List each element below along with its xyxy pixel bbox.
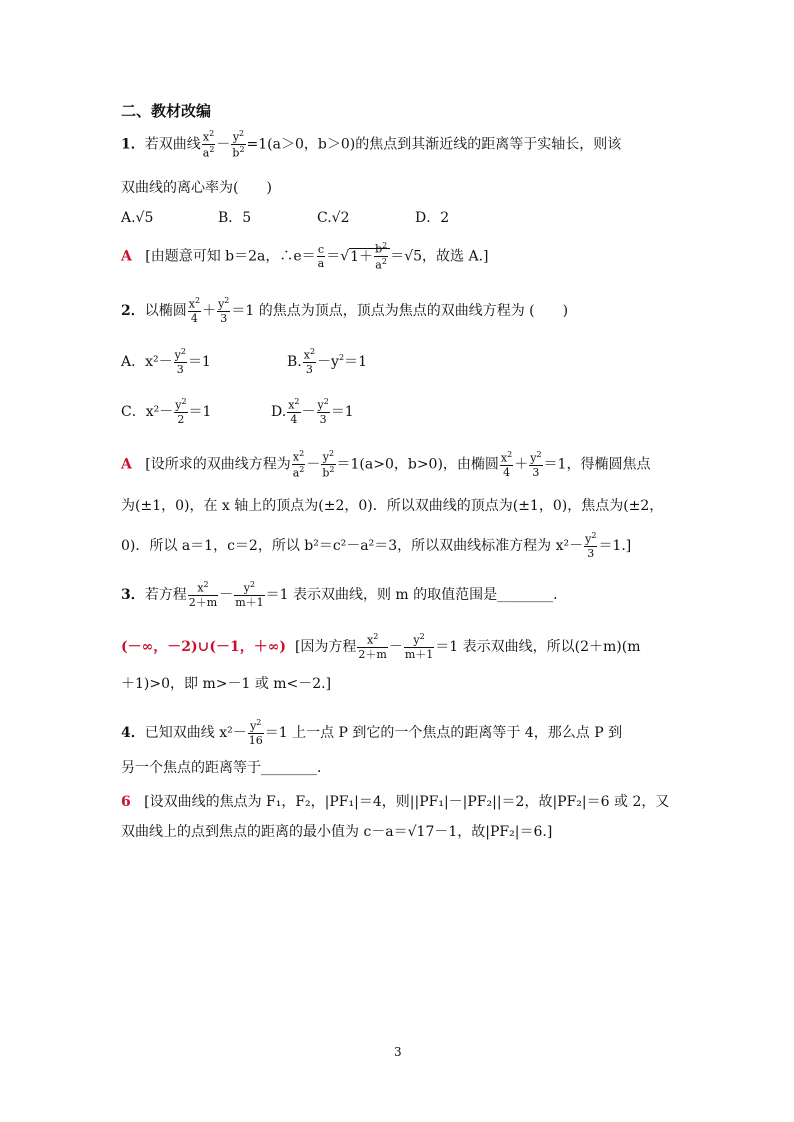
q2-option-b: B. $\frac{x^2}{3}$ $-y^2=1$: [287, 347, 367, 377]
q1-line1: 1．若双曲线 $\frac{x^2}{a^2}$ － $\frac{y^2}{b^2}$ =1(a＞0，b＞0)的焦点到其渐近线的距离等于实轴长，则该: [121, 129, 622, 160]
q4-stem-line1: 4．已知双曲线 x²－ $\frac{y^2}{16}$ ＝1 上一点 P 到它的一个焦点的距离等于 4，那么点 P 到: [121, 718, 623, 748]
fraction: $\frac{x^2}{4}$: [188, 296, 201, 326]
q1-option-d: D．2: [415, 210, 450, 226]
q3-number: 3．: [121, 586, 145, 603]
q1-answer: A: [121, 248, 132, 265]
section-heading: 二、教材改编: [121, 102, 212, 120]
q1-option-c: C.√2: [317, 210, 350, 226]
q1-answer-line: A [由题意可知 b＝2a，∴e＝ $\frac{c}{a}$ ＝√1＋ $\frac{b^2}{a^2}$ ＝√5，故选 A.]: [121, 241, 489, 272]
sqrt-symbol: √1＋ $\frac{b^2}{a^2}$: [340, 242, 390, 271]
page-number: 3: [394, 1045, 402, 1059]
q1-option-b: B．5: [218, 210, 252, 226]
q3-answer: (－∞，－2)∪(－1，＋∞): [121, 638, 287, 655]
q4-number: 4．: [121, 724, 145, 741]
q1-number: 1．: [121, 136, 145, 153]
q1-option-a: A.√5: [121, 210, 154, 226]
q2-option-a: A．x²－ $\frac{y^2}{3}$ ＝1: [121, 347, 211, 377]
q4-analysis-line2: 双曲线上的点到焦点的距离的最小值为 c－a＝√17－1，故|PF₂|＝6.]: [121, 824, 553, 840]
q2-analysis-line3: 0)．所以 a＝1，c＝2，所以 b²＝c²－a²＝3，所以双曲线标准方程为 x²－ $\frac{y^2}{3}$ ＝1.]: [121, 531, 632, 561]
q3-stem: 3．若方程 $\frac{x^2}{2+m}$ － $\frac{y^2}{m+1}$ ＝1 表示双曲线，则 m 的取值范围是________．: [121, 580, 568, 610]
q2-answer: A: [121, 456, 132, 473]
fraction: $\frac{x^2}{a^2}$: [202, 129, 215, 160]
q2-analysis-line1: A [设所求的双曲线方程为 $\frac{x^2}{a^2}$ － $\frac{y^2}{b^2}$ ＝1(a>0，b>0)，由椭圆 $\frac{x^2}{4}$ ＋ $\frac{y^2}{3}$ ＝1，得椭圆焦点: [121, 449, 651, 480]
q3-analysis-line1: (－∞，－2)∪(－1，＋∞) [因为方程 $\frac{x^2}{2+m}$ － $\frac{y^2}{m+1}$ ＝1 表示双曲线，所以(2＋m)(m: [121, 632, 641, 662]
q2-number: 2．: [121, 302, 145, 319]
q4-answer: 6: [121, 794, 131, 810]
fraction: $\frac{y^2}{b^2}$: [232, 129, 245, 160]
q2-option-d: D. $\frac{x^2}{4}$ － $\frac{y^2}{3}$ ＝1: [271, 397, 354, 427]
q1-line2: 双曲线的离心率为( ): [121, 180, 272, 196]
q2-stem: 2．以椭圆 $\frac{x^2}{4}$ ＋ $\frac{y^2}{3}$ ＝1 的焦点为顶点，顶点为焦点的双曲线方程为 ( ): [121, 296, 569, 326]
q3-analysis-line2: ＋1)>0，即 m>－1 或 m<－2.]: [121, 676, 332, 692]
fraction: $\frac{c}{a}$: [317, 242, 325, 271]
q4-stem-line2: 另一个焦点的距离等于________．: [121, 760, 331, 776]
q2-analysis-line2: 为(±1，0)，在 x 轴上的顶点为(±2，0)．所以双曲线的顶点为(±1，0)，焦点为(±2，: [121, 498, 664, 514]
q2-option-c: C．x²－ $\frac{y^2}{2}$ ＝1: [121, 397, 212, 427]
q4-analysis-line1: 6 [设双曲线的焦点为 F₁，F₂，|PF₁|＝4，则||PF₁|－|PF₂||＝2，故|PF₂|＝6 或 2，又: [121, 794, 670, 810]
fraction: $\frac{y^2}{3}$: [218, 296, 230, 326]
